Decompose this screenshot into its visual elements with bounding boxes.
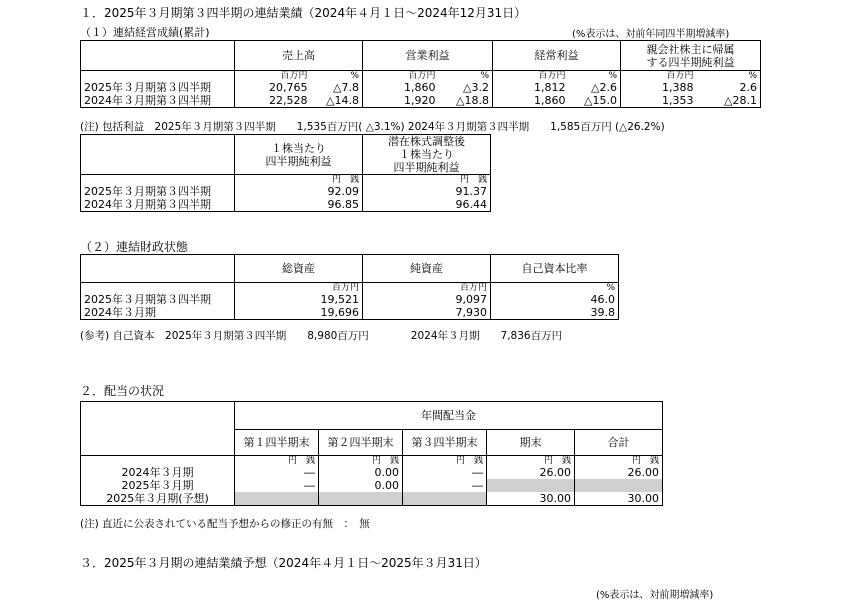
eps-table <box>80 134 491 212</box>
value-cell: △15.0 <box>569 94 621 108</box>
header-diluted-eps <box>363 135 491 175</box>
value-cell: 22,528 <box>235 94 311 108</box>
header-sales: 売上高 <box>235 41 363 71</box>
financial-position-table <box>80 254 619 320</box>
header-diluted-line2: １株当たり <box>399 148 454 161</box>
header-total: 合計 <box>575 430 663 456</box>
row-label: 2025年３月期第３四半期 <box>81 293 235 306</box>
comprehensive-income-note: (注) 包括利益 2025年３月期第３四半期 1,535百万円( △3.1%) 2024年３月期第３四半期 1,585百万円 (△26.2%) <box>80 121 665 133</box>
value-cell: 1,860 <box>493 94 569 108</box>
shaded-cell <box>403 492 487 506</box>
shaded-cell <box>575 479 663 492</box>
value-cell: 0.00 <box>319 466 403 479</box>
row-label: 2024年３月期第３四半期 <box>81 94 235 108</box>
value-cell: 1,353 <box>621 94 697 108</box>
unit-cell: 円 銭 <box>403 456 487 467</box>
header-equity-ratio: 自己資本比率 <box>491 255 619 283</box>
value-cell: 30.00 <box>487 492 575 506</box>
header-ordinary-income: 経常利益 <box>493 41 621 71</box>
header-diluted-line3: 四半期純利益 <box>393 161 460 174</box>
header-operating-income: 営業利益 <box>363 41 493 71</box>
unit-cell: 百万円 <box>621 71 697 82</box>
financial-position-title: （２）連結財政状態 <box>80 240 189 254</box>
header-net-income <box>621 41 761 71</box>
value-cell: 7,930 <box>363 306 491 320</box>
header-q3: 第３四半期末 <box>403 430 487 456</box>
table-row <box>81 306 619 320</box>
unit-cell: 百万円 <box>235 71 311 82</box>
value-cell: 26.00 <box>487 466 575 479</box>
unit-blank <box>81 283 235 294</box>
unit-cell: 円 銭 <box>363 175 491 186</box>
header-diluted-line1: 潜在株式調整後 <box>388 135 465 148</box>
unit-blank <box>81 175 235 186</box>
unit-cell: % <box>311 71 363 82</box>
dividends-table <box>80 401 663 506</box>
row-label: 2024年３月期 <box>81 466 235 479</box>
value-cell: 9,097 <box>363 293 491 306</box>
section-2-heading: ２．配当の状況 <box>80 384 165 398</box>
value-cell: ― <box>403 479 487 492</box>
section-3-heading: ３．2025年３月期の連結業績予想（2024年４月１日～2025年３月31日） <box>80 556 487 570</box>
unit-cell: 百万円 <box>363 283 491 294</box>
unit-cell: 円 銭 <box>235 175 363 186</box>
dividend-revision-note: (注) 直近に公表されている配当予想からの修正の有無 ： 無 <box>80 518 370 530</box>
unit-cell: 百万円 <box>235 283 363 294</box>
unit-cell: 円 銭 <box>235 456 319 467</box>
unit-blank <box>81 456 235 467</box>
value-cell: 2.6 <box>697 81 761 94</box>
value-cell: 96.85 <box>235 198 363 212</box>
operating-results-title: （１）連結経営成績(累計) <box>80 26 210 39</box>
value-cell: △14.8 <box>311 94 363 108</box>
header-annual-dividend: 年間配当金 <box>235 402 663 430</box>
value-cell: ― <box>235 466 319 479</box>
header-year-end: 期末 <box>487 430 575 456</box>
operating-results-table <box>80 40 761 108</box>
value-cell: 30.00 <box>575 492 663 506</box>
table-row <box>81 479 663 492</box>
header-total-assets: 総資産 <box>235 255 363 283</box>
table-row <box>81 81 761 94</box>
table-row <box>81 492 663 506</box>
row-label: 2024年３月期第３四半期 <box>81 198 235 212</box>
header-blank <box>81 41 235 71</box>
value-cell: △18.8 <box>439 94 493 108</box>
value-cell: ― <box>235 479 319 492</box>
value-cell: 20,765 <box>235 81 311 94</box>
row-label: 2024年３月期 <box>81 306 235 320</box>
unit-cell: % <box>697 71 761 82</box>
value-cell: 46.0 <box>491 293 619 306</box>
percent-note: (%表示は、対前年同四半期増減率) <box>572 29 730 40</box>
value-cell: 96.44 <box>363 198 491 212</box>
row-label: 2025年３月期(予想) <box>81 492 235 506</box>
value-cell: 1,920 <box>363 94 439 108</box>
row-label: 2025年３月期 <box>81 479 235 492</box>
unit-cell: % <box>439 71 493 82</box>
table-row <box>81 94 761 108</box>
value-cell: △28.1 <box>697 94 761 108</box>
header-blank <box>81 402 235 456</box>
equity-reference-note: (参考) 自己資本 2025年３月期第３四半期 8,980百万円 2024年３月期 7,836百万円 <box>80 330 563 342</box>
value-cell: △7.8 <box>311 81 363 94</box>
shaded-cell <box>319 492 403 506</box>
header-net-income-line2: する四半期純利益 <box>646 55 735 69</box>
header-blank <box>81 255 235 283</box>
value-cell: 1,812 <box>493 81 569 94</box>
value-cell: 0.00 <box>319 479 403 492</box>
header-eps-line2: 四半期純利益 <box>265 154 332 168</box>
header-eps-line1: １株当たり <box>271 141 326 155</box>
header-blank <box>81 135 235 175</box>
value-cell: 19,521 <box>235 293 363 306</box>
unit-cell: % <box>569 71 621 82</box>
row-label: 2025年３月期第３四半期 <box>81 185 235 198</box>
unit-cell: 円 銭 <box>487 456 575 467</box>
shaded-cell <box>487 479 575 492</box>
value-cell: 39.8 <box>491 306 619 320</box>
unit-blank <box>81 71 235 82</box>
shaded-cell <box>235 492 319 506</box>
unit-cell: 円 銭 <box>319 456 403 467</box>
unit-cell: 百万円 <box>363 71 439 82</box>
header-net-assets: 純資産 <box>363 255 491 283</box>
value-cell: △3.2 <box>439 81 493 94</box>
table-row <box>81 466 663 479</box>
value-cell: ― <box>403 466 487 479</box>
value-cell: △2.6 <box>569 81 621 94</box>
section-1-heading: １．2025年３月期第３四半期の連結業績（2024年４月１日～2024年12月31日） <box>80 6 527 20</box>
table-row <box>81 185 491 198</box>
forecast-percent-note: (%表示は、対前期増減率) <box>596 590 714 601</box>
unit-cell: % <box>491 283 619 294</box>
header-q1: 第１四半期末 <box>235 430 319 456</box>
row-label: 2025年３月期第３四半期 <box>81 81 235 94</box>
header-q2: 第２四半期末 <box>319 430 403 456</box>
table-row <box>81 293 619 306</box>
header-net-income-line1: 親会社株主に帰属 <box>646 42 735 56</box>
header-eps <box>235 135 363 175</box>
value-cell: 91.37 <box>363 185 491 198</box>
value-cell: 1,388 <box>621 81 697 94</box>
value-cell: 1,860 <box>363 81 439 94</box>
value-cell: 19,696 <box>235 306 363 320</box>
value-cell: 26.00 <box>575 466 663 479</box>
value-cell: 92.09 <box>235 185 363 198</box>
unit-cell: 百万円 <box>493 71 569 82</box>
unit-cell: 円 銭 <box>575 456 663 467</box>
table-row <box>81 198 491 212</box>
